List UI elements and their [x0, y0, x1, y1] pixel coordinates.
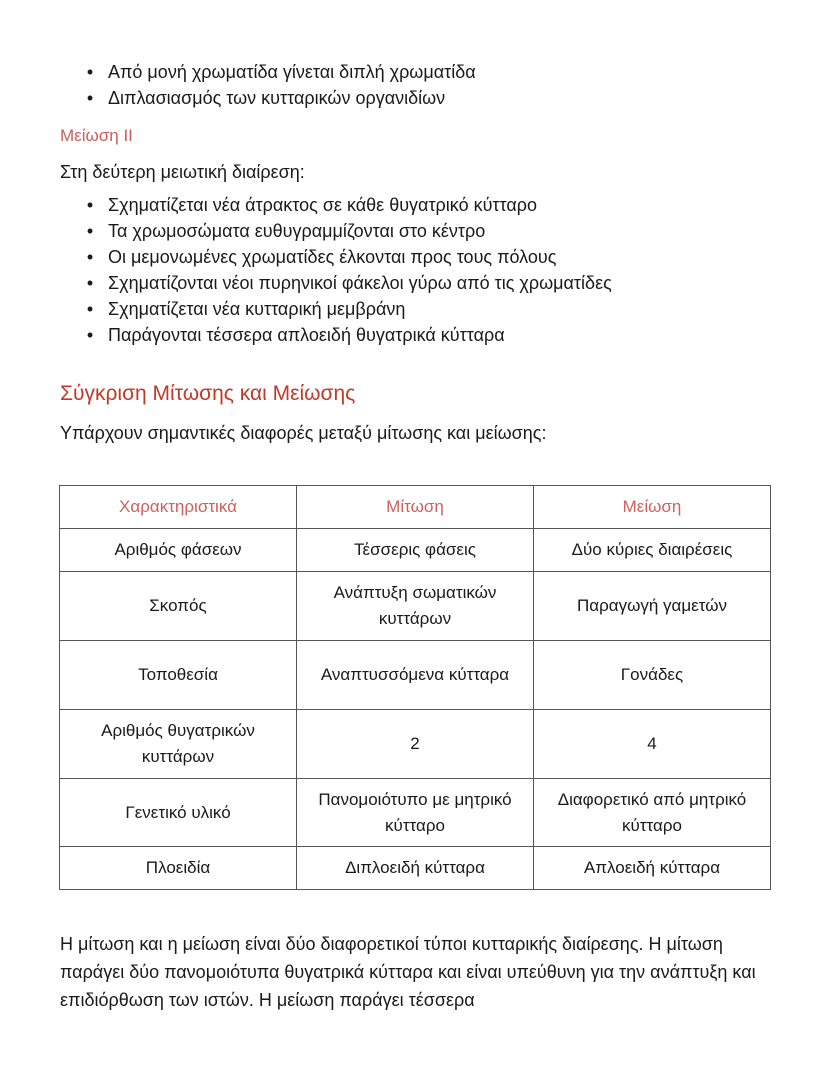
list-item [84, 59, 476, 85]
table-cell: Γονάδες [534, 641, 771, 710]
meiosis-2-intro: Στη δεύτερη μειωτική διαίρεση: [60, 162, 305, 182]
table-cell: Γενετικό υλικό [60, 779, 297, 847]
table-row [60, 847, 771, 890]
table-cell: 4 [534, 710, 771, 779]
bullet-icon: • [86, 62, 94, 82]
comparison-table [59, 485, 771, 890]
list-item-text: Σχηματίζονται νέοι πυρηνικοί φάκελοι γύρω από τις χρωματίδες [108, 273, 612, 293]
table-cell: Τοποθεσία [60, 641, 297, 710]
bullet-icon: • [86, 221, 94, 241]
table-header-cell: Μείωση [534, 486, 771, 529]
bullet-icon: • [86, 299, 94, 319]
table-cell: Παραγωγή γαμετών [534, 572, 771, 641]
comparison-heading: Σύγκριση Μίτωσης και Μείωσης [60, 382, 356, 405]
list-item-text: Σχηματίζεται νέα κυτταρική μεμβράνη [108, 299, 406, 319]
bullet-icon: • [86, 325, 94, 345]
bullet-icon: • [86, 88, 94, 108]
list-item-text: Τα χρωμοσώματα ευθυγραμμίζονται στο κέντρο [108, 221, 486, 241]
bullet-icon: • [86, 247, 94, 267]
table-cell: Ανάπτυξη σωματικών κυττάρων [297, 572, 534, 641]
bullet-icon: • [86, 273, 94, 293]
list-item [84, 218, 612, 244]
list-item [84, 244, 612, 270]
list-item [84, 296, 612, 322]
meiosis-2-bullet-list [84, 192, 612, 348]
table-row [60, 710, 771, 779]
table-row [60, 572, 771, 641]
list-item [84, 322, 612, 348]
table-cell: Τέσσερις φάσεις [297, 529, 534, 572]
list-item-text: Διπλασιασμός των κυτταρικών οργανιδίων [108, 88, 446, 108]
table-cell: Διπλοειδή κύτταρα [297, 847, 534, 890]
table-cell: Πλοειδία [60, 847, 297, 890]
table-header-cell: Μίτωση [297, 486, 534, 529]
table-cell: Απλοειδή κύτταρα [534, 847, 771, 890]
table-cell: Αριθμός φάσεων [60, 529, 297, 572]
top-bullet-list [84, 59, 476, 111]
comparison-intro: Υπάρχουν σημαντικές διαφορές μεταξύ μίτωσης και μείωσης: [60, 423, 547, 443]
list-item-text: Από μονή χρωματίδα γίνεται διπλή χρωματίδα [108, 62, 476, 82]
closing-paragraph: Η μίτωση και η μείωση είναι δύο διαφορετικοί τύποι κυτταρικής διαίρεσης. Η μίτωση παράγει δύο πανομοιότυπα θυγατρικά κύτταρα και είναι υπεύθυνη για την ανάπτυξη και επιδιόρθωση των ιστών. Η μείωση παράγει τέσσερα [60, 934, 756, 1010]
table-cell: Διαφορετικό από μητρικό κύτταρο [534, 779, 771, 847]
list-item-text: Σχηματίζεται νέα άτρακτος σε κάθε θυγατρικό κύτταρο [108, 195, 538, 215]
list-item [84, 192, 612, 218]
table-row [60, 641, 771, 710]
table-row [60, 529, 771, 572]
list-item [84, 85, 476, 111]
list-item-text: Παράγονται τέσσερα απλοειδή θυγατρικά κύτταρα [108, 325, 505, 345]
table-cell: 2 [297, 710, 534, 779]
bullet-icon: • [86, 195, 94, 215]
table-header-cell: Χαρακτηριστικά [60, 486, 297, 529]
table-cell: Σκοπός [60, 572, 297, 641]
table-header-row [60, 486, 771, 529]
meiosis-2-heading: Μείωση ΙΙ [60, 126, 133, 145]
list-item-text: Οι μεμονωμένες χρωματίδες έλκονται προς τους πόλους [108, 247, 557, 267]
table-cell: Πανομοιότυπο με μητρικό κύτταρο [297, 779, 534, 847]
table-cell: Αριθμός θυγατρικών κυττάρων [60, 710, 297, 779]
table-cell: Δύο κύριες διαιρέσεις [534, 529, 771, 572]
list-item [84, 270, 612, 296]
table-cell: Αναπτυσσόμενα κύτταρα [297, 641, 534, 710]
table-row [60, 779, 771, 847]
